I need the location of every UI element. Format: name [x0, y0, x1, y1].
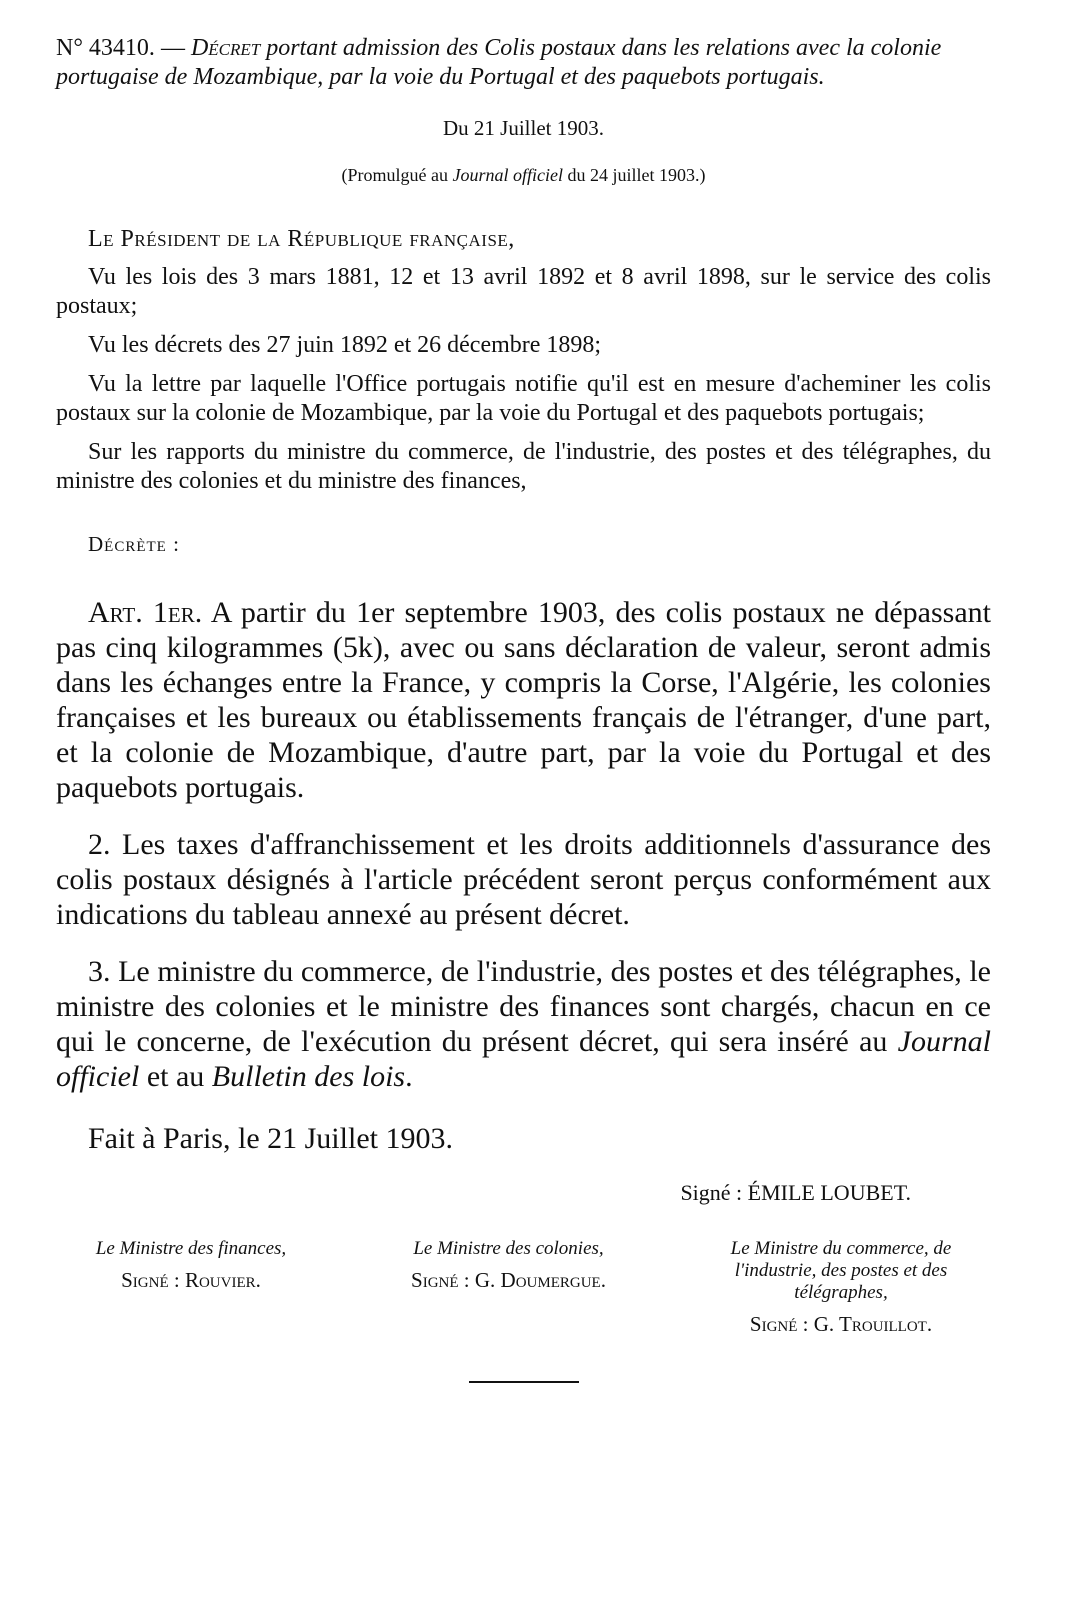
decree-header — [56, 34, 991, 92]
article-1 — [56, 595, 991, 805]
header-dash: — — [154, 35, 191, 61]
president-heading: Le Président de la République française, — [88, 226, 515, 252]
decret-label: Décret — [190, 35, 261, 61]
minister-commerce-role: Le Ministre du commerce, de l'industrie, des postes et des télégraphes, — [730, 1238, 952, 1303]
promulgation-after: du 24 juillet 1903.) — [562, 165, 706, 185]
article-3-mid: et au — [139, 1060, 212, 1093]
minister-commerce — [691, 1238, 991, 1337]
decree-date: Du 21 Juillet 1903. — [443, 116, 604, 140]
minister-commerce-signature: Signé : G. Trouillot. — [749, 1312, 933, 1336]
minister-finances-signature: Signé : Rouvier. — [121, 1268, 261, 1292]
minister-colonies — [369, 1238, 649, 1337]
promulgation-before: (Promulgué au — [341, 165, 453, 185]
considerant-lettre: Vu la lettre par laquelle l'Office portugais notifie qu'il est en mesure d'acheminer les colis postaux sur la colonie de Mozambique, par la voie du Portugal et des paquebots portugais; — [56, 371, 991, 426]
article-1-label: Art. 1er. — [88, 596, 203, 629]
article-2: 2. Les taxes d'affranchissement et les droits additionnels d'assurance des colis postaux désignés à l'article précédent seront perçus conformément aux indications du tableau annexé au présent décret. — [56, 828, 991, 931]
president-signature: Signé : ÉMILE LOUBET. — [680, 1180, 911, 1205]
considerant-decrets: Vu les décrets des 27 juin 1892 et 26 décembre 1898; — [88, 332, 602, 358]
decree-title: portant admission des Colis postaux dans les relations avec la colonie portugaise de Mozambique, par la voie du Portugal et des paquebots portugais. — [56, 35, 942, 90]
article-3-journal: Journal officiel — [56, 1025, 991, 1093]
article-3-end: . — [405, 1060, 413, 1093]
minister-signatures — [56, 1238, 991, 1337]
considerant-rapports: Sur les rapports du ministre du commerce, de l'industrie, des postes et des télégraphes, du ministre des colonies et du ministre des finances, — [56, 439, 991, 494]
article-3 — [56, 954, 991, 1094]
article-3-bulletin: Bulletin des lois — [211, 1060, 406, 1093]
decree-number: N° 43410. — [56, 35, 155, 61]
considerant-lois: Vu les lois des 3 mars 1881, 12 et 13 avril 1892 et 8 avril 1898, sur le service des colis postaux; — [56, 264, 991, 319]
minister-finances — [56, 1238, 326, 1337]
article-1-text: A partir du 1er septembre 1903, des colis postaux ne dépassant pas cinq kilogrammes (5k), avec ou sans déclaration de valeur, seront admis dans les échanges entre la France, y compris la Corse, l'Algérie, les colonies françaises et les bureaux ou établissements français de l'étranger, d'une part, et la colonie de Mozambique, d'autre part, par la voie du Portugal et des paquebots portugais. — [56, 596, 991, 804]
promulgation-note — [56, 165, 991, 186]
decree-page — [56, 34, 991, 1383]
decrete-heading: Décrète : — [88, 532, 180, 556]
minister-finances-role: Le Ministre des finances, — [95, 1238, 287, 1259]
minister-colonies-role: Le Ministre des colonies, — [413, 1238, 604, 1259]
closing-rule — [469, 1381, 579, 1383]
fait-a-paris: Fait à Paris, le 21 Juillet 1903. — [88, 1122, 453, 1155]
article-3-before: 3. Le ministre du commerce, de l'industrie, des postes et des télégraphes, le ministre des colonies et le ministre des finances sont chargés, chacun en ce qui le concerne, de l'exécution du présent décret, qui sera inséré au — [56, 955, 991, 1058]
promulgation-journal: Journal officiel — [452, 165, 563, 185]
minister-colonies-signature: Signé : G. Doumergue. — [411, 1268, 606, 1292]
